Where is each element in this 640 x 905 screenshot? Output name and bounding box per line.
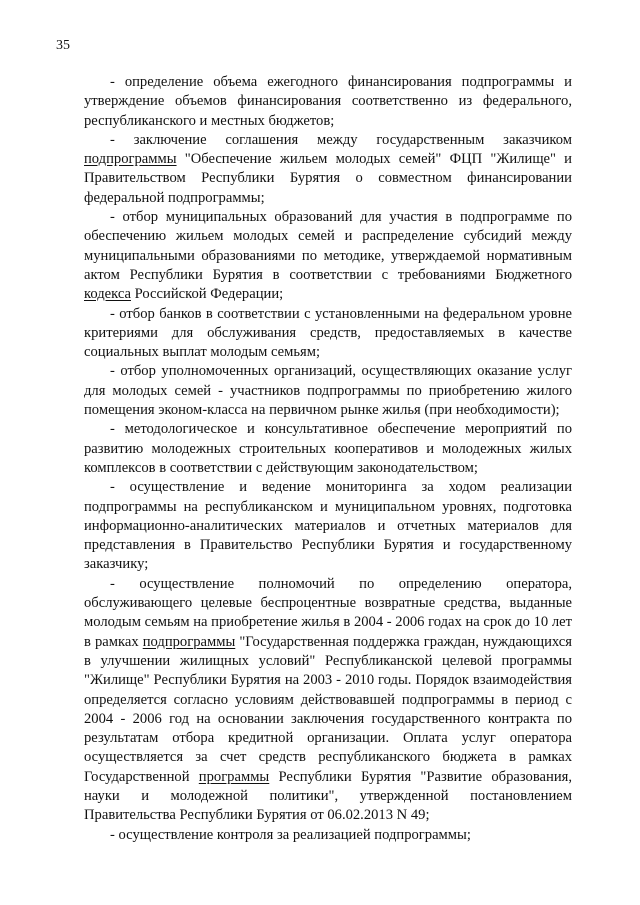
paragraph-text: - отбор уполномоченных организаций, осуществляющих оказание услуг для молодых семей - участников подпрограммы по приобретению жилого помещения эконом-класса на первичном рынке жилья (при необходимости); — [84, 363, 572, 419]
paragraph — [84, 420, 572, 478]
paragraph-text: Республики Бурятия "Развитие образования, науки и молодежной политики", утвержденной постановлением Правительства Республики Бурятия от 06.02.2013 N 49; — [84, 768, 572, 824]
paragraph-text: Российской Федерации; — [131, 286, 284, 303]
paragraph-text: - методологическое и консультативное обеспечение мероприятий по развитию молодежных строительных кооперативов и молодежных жилых комплексов в соответствии с действующим законодательством; — [84, 421, 572, 476]
paragraph-text: - определение объема ежегодного финансирования подпрограммы и утверждение объемов финансирования соответственно из федерального, республиканского и местных бюджетов; — [84, 74, 572, 129]
paragraph — [84, 208, 572, 304]
paragraph — [84, 73, 572, 131]
document-link[interactable]: подпрограммы — [142, 633, 236, 650]
paragraph-text: - осуществление контроля за реализацией подпрограммы; — [110, 826, 471, 843]
paragraph — [84, 362, 572, 420]
paragraph-text: - отбор банков в соответствии с установленными на федеральном уровне критериями для обслуживания средств, предоставляемых в качестве социальных выплат молодым семьям; — [84, 305, 572, 361]
document-link[interactable]: кодекса — [84, 286, 131, 303]
paragraph — [84, 826, 572, 845]
document-link[interactable]: подпрограммы — [84, 151, 177, 168]
paragraph-text: - заключение соглашения между государственным заказчиком — [110, 131, 572, 148]
paragraph-text: "Государственная поддержка граждан, нуждающихся в улучшении жилищных условий" Республиканской целевой программы "Жилище" Республики Бурятия на 2003 - 2010 годы. Порядок взаимодействия определяется согласно условиям действовавшей подпрограммы в период с 2004 - 2006 год на основании заключения государственного контракта по результатам отбора кредитной организации. Оплата услуг оператора осуществляется за счет средств республиканского бюджета в рамках Государственной — [84, 633, 572, 785]
paragraph — [84, 478, 572, 574]
paragraph-text: - осуществление полномочий по определению оператора, обслуживающего целевые беспроцентные возвратные средства, выданные молодым семьям на приобретение жилья в 2004 - 2006 годах на срок до 10 лет в рамках — [84, 575, 572, 650]
page-number: 35 — [56, 38, 70, 53]
paragraph-text: - осуществление и ведение мониторинга за ходом реализации подпрограммы на республиканском и муниципальном уровнях, подготовка информационно-аналитических материалов и отчетных материалов для представления в Правительство Республики Бурятия и государственному заказчику; — [84, 479, 572, 573]
paragraph-text: - отбор муниципальных образований для участия в подпрограмме по обеспечению жильем молодых семей и распределение субсидий между муниципальными образованиями по методике, утверждаемой нормативным актом Республики Бурятия в соответствии с требованиями Бюджетного — [84, 209, 572, 283]
document-link[interactable]: программы — [198, 768, 270, 785]
paragraph-text: "Обеспечение жильем молодых семей" ФЦП "Жилище" и Правительством Республики Бурятия о совместном финансировании федеральной подпрограммы; — [84, 151, 572, 206]
paragraph — [84, 131, 572, 208]
document-body — [84, 73, 572, 845]
paragraph — [84, 575, 572, 826]
paragraph — [84, 305, 572, 363]
